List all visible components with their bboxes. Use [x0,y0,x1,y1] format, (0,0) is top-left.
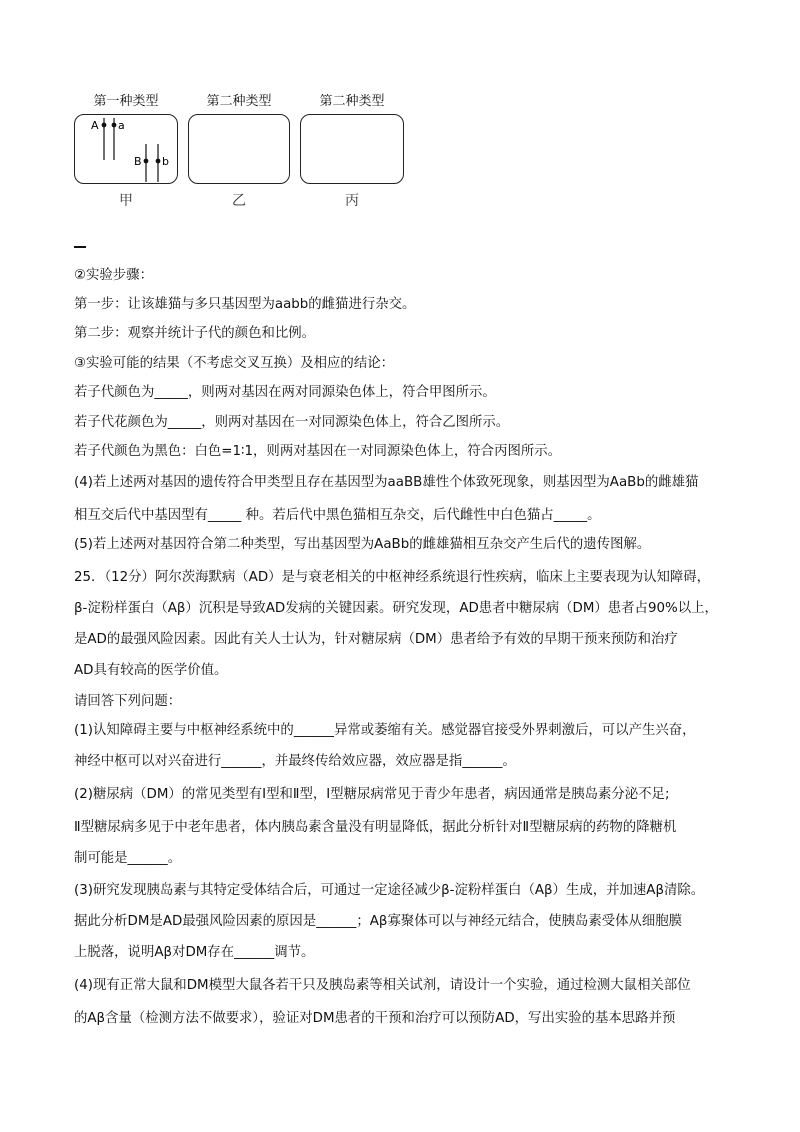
panel-sublabel: 丙 [345,193,359,209]
gene-label-b: b [162,155,169,168]
panel-caption: 第二种类型 [319,94,385,109]
text-line: 相互交后代中基因型有_____ 种。若后代中黑色猫相互杂交，后代雌性中白色猫占_____。 [74,508,601,523]
chromosome-diagram [74,114,178,184]
text-line: 制可能是______。 [74,851,182,866]
text-line: 据此分析DM是AD最强风险因素的原因是______；Aβ寡聚体可以与神经元结合，使胰岛素受体从细胞膜 [74,914,683,929]
text-line: (4)若上述两对基因的遗传符合甲类型且存在基因型为aaBB雄性个体致死现象，则基因型为AaBb的雌雄猫 [74,475,699,490]
text-line: β-淀粉样蛋白（Aβ）沉积是导致AD发病的关键因素。研究发现，AD患者中糖尿病（DM）患者占90%以上， [74,601,718,616]
text-line: 若子代颜色为_____，则两对基因在两对同源染色体上，符合甲图所示。 [74,385,496,400]
text-line: ③实验可能的结果（不考虑交叉互换）及相应的结论： [74,356,394,371]
panel-caption: 第一种类型 [93,94,159,109]
panel-box [300,114,404,184]
text-line: 第二步：观察并统计子代的颜色和比例。 [74,326,316,341]
text-line: (2)糖尿病（DM）的常见类型有Ⅰ型和Ⅱ型，Ⅰ型糖尿病常见于青少年患者，病因通常是胰岛素分泌不足; [74,787,670,802]
text-line: 第一步：让该雄猫与多只基因型为aabb的雌猫进行杂交。 [74,297,416,312]
text-line: AD具有较高的医学价值。 [74,663,228,678]
panel-caption: 第二种类型 [206,94,272,109]
text-line: (5)若上述两对基因符合第二种类型，写出基因型为AaBb的雌雄猫相互杂交产生后代的遗传图解。 [74,537,651,552]
text-line: 若子代花颜色为_____，则两对基因在一对同源染色体上，符合乙图所示。 [74,415,510,430]
text-line: 的Aβ含量（检测方法不做要求），验证对DM患者的干预和治疗可以预防AD，写出实验的基本思路并预 [74,1011,676,1026]
text-line: (3)研究发现胰岛素与其特定受体结合后，可通过一定途径减少β-淀粉样蛋白（Aβ）生成，并加速Aβ清除。 [74,883,705,898]
panel-sublabel: 甲 [119,193,133,209]
text-line: 若子代颜色为黑色：白色=1∶1，则两对基因在一对同源染色体上，符合丙图所示。 [74,444,562,459]
gene-label-A: A [91,119,99,132]
text-line: 上脱落，说明Aβ对DM存在______调节。 [74,945,315,960]
separator-dash [74,246,86,248]
gene-label-a: a [118,119,125,132]
text-line: 神经中枢可以对兴奋进行______，并最终传给效应器，效应器是指______。 [74,754,516,769]
text-line: ②实验步骤： [74,268,153,283]
text-line: 25．（12分）阿尔茨海默病（AD）是与衰老相关的中枢神经系统退行性疾病，临床上主要表现为认知障碍， [74,570,711,585]
text-line: 是AD的最强风险因素。因此有关人士认为，针对糖尿病（DM）患者给予有效的早期干预来预防和治疗 [74,632,678,647]
text-line: 请回答下列问题： [74,694,182,709]
text-line: (1)认知障碍主要与中枢神经系统中的______异常或萎缩有关。感觉器官接受外界刺激后，可以产生兴奋， [74,723,696,738]
text-line: (4)现有正常大鼠和DM模型大鼠各若干只及胰岛素等相关试剂，请设计一个实验，通过检测大鼠相关部位 [74,978,691,993]
panel-box [188,114,290,184]
panel-sublabel: 乙 [232,193,246,209]
gene-label-B: B [134,155,142,168]
text-line: Ⅱ型糖尿病多见于中老年患者，体内胰岛素含量没有明显降低，据此分析针对Ⅱ型糖尿病的药物的降糖机 [74,820,677,835]
